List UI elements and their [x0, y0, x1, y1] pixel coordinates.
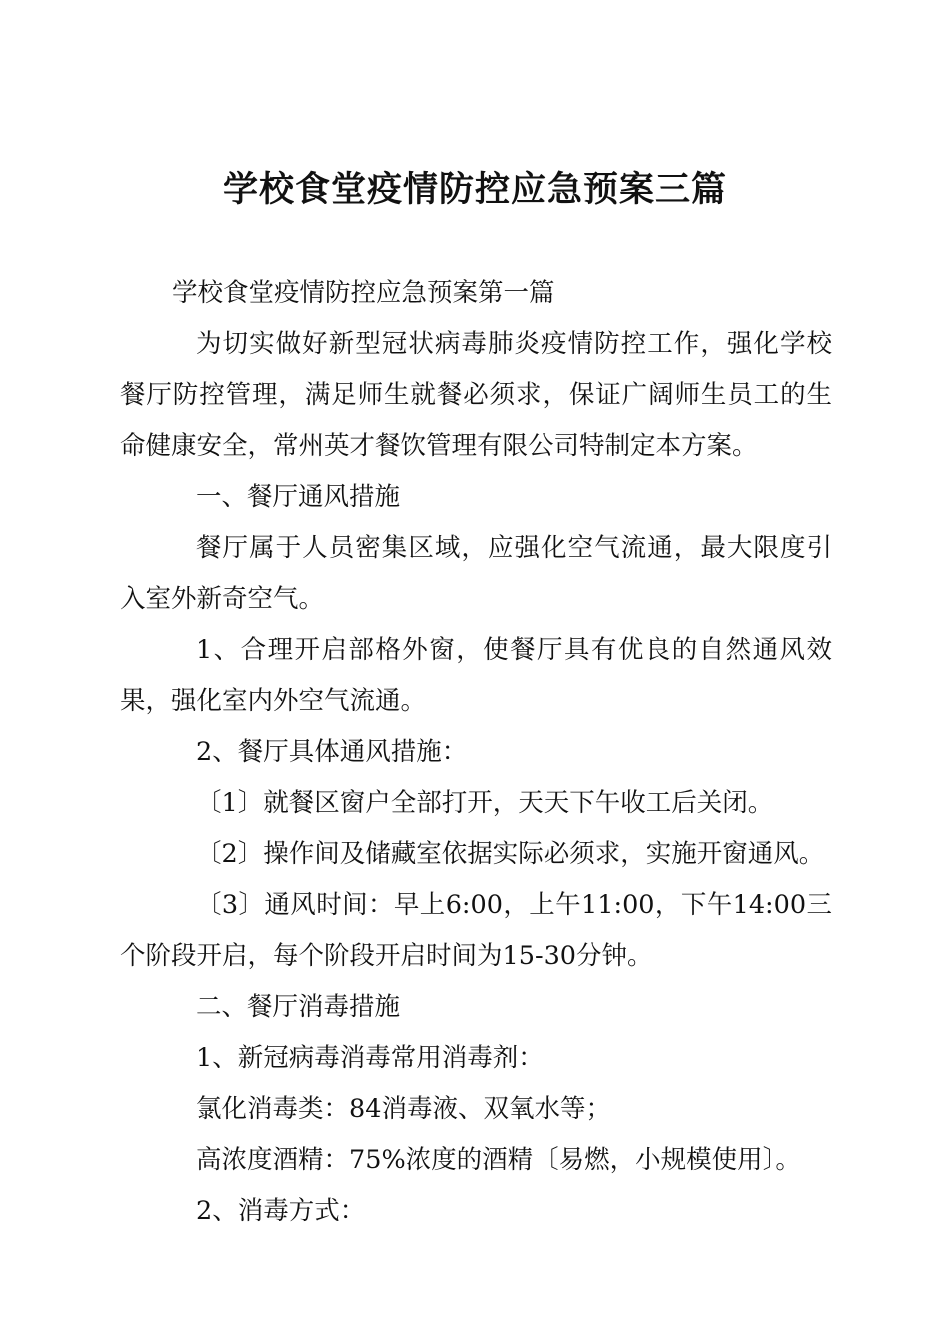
list-item: 〔2〕操作间及储藏室依据实际必须求，实施开窗通风。	[196, 839, 825, 869]
paragraph: 为切实做好新型冠状病毒肺炎疫情防控工作，强化学校餐厅防控管理，满足师生就餐必须求，保证广阔师生员工的生命健康安全，常州英才餐饮管理有限公司特制定本方案。	[120, 329, 832, 461]
document-title: 学校食堂疫情防控应急预案三篇	[222, 169, 727, 211]
paragraph: 高浓度酒精：75%浓度的酒精〔易燃，小规模使用〕。	[196, 1145, 801, 1175]
list-item: 〔3〕通风时间：早上6:00，上午11:00，下午14:00三个阶段开启，每个阶段开启时间为15-30分钟。	[120, 890, 832, 971]
section-heading: 一、餐厅通风措施	[196, 482, 401, 512]
section-heading: 二、餐厅消毒措施	[196, 992, 401, 1022]
paragraph: 2、消毒方式：	[196, 1196, 366, 1226]
document-body	[120, 268, 832, 1237]
paragraph: 1、新冠病毒消毒常用消毒剂：	[196, 1043, 544, 1073]
paragraph: 餐厅属于人员密集区域，应强化空气流通，最大限度引入室外新奇空气。	[120, 533, 832, 614]
paragraph: 2、餐厅具体通风措施：	[196, 737, 468, 767]
section-heading: 学校食堂疫情防控应急预案第一篇	[172, 278, 555, 308]
list-item: 〔1〕就餐区窗户全部打开，天天下午收工后关闭。	[196, 788, 774, 818]
paragraph: 1、合理开启部格外窗，使餐厅具有优良的自然通风效果，强化室内外空气流通。	[120, 635, 832, 716]
paragraph: 氯化消毒类：84消毒液、双氧水等；	[196, 1094, 611, 1124]
